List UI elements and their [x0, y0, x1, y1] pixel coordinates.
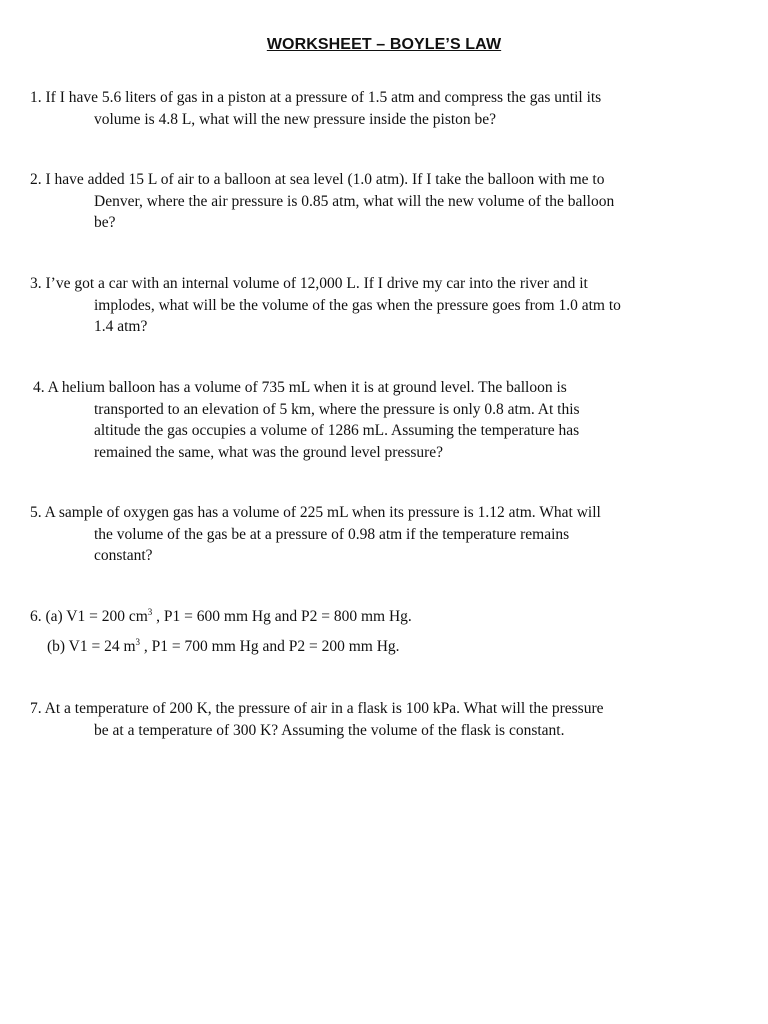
- question-1: [30, 87, 601, 130]
- question-1-line-2: volume is 4.8 L, what will the new pressure inside the piston be?: [94, 110, 497, 128]
- question-6b-superscript: 3: [135, 637, 141, 647]
- question-4-line-2: transported to an elevation of 5 km, where the pressure is only 0.8 atm. At this: [94, 400, 580, 418]
- question-2-line-3: be?: [94, 214, 116, 231]
- question-6a: [30, 606, 412, 628]
- question-6b-prefix: (b) V1 = 24 m: [47, 638, 136, 655]
- question-4-line-4: remained the same, what was the ground level pressure?: [94, 443, 444, 461]
- question-6b: [47, 636, 400, 658]
- question-2: [30, 169, 614, 234]
- question-5: [30, 502, 601, 567]
- question-1-line-1: 1. If I have 5.6 liters of gas in a piston at a pressure of 1.5 atm and compress the gas until its: [30, 89, 602, 106]
- question-5-line-2: the volume of the gas be at a pressure of 0.98 atm if the temperature remains: [94, 525, 570, 543]
- question-7: [30, 698, 604, 741]
- question-4-line-3: altitude the gas occupies a volume of 1286 mL. Assuming the temperature has: [94, 422, 580, 439]
- question-6a-suffix: , P1 = 600 mm Hg and P2 = 800 mm Hg.: [152, 608, 412, 625]
- question-6b-line: [47, 636, 400, 658]
- question-5-line-1: 5. A sample of oxygen gas has a volume of 225 mL when its pressure is 1.12 atm. What will: [30, 504, 601, 521]
- question-3-line-1: 3. I’ve got a car with an internal volume of 12,000 L. If I drive my car into the river and it: [30, 275, 588, 292]
- question-2-line-1: 2. I have added 15 L of air to a balloon at sea level (1.0 atm). If I take the balloon with me to: [30, 171, 605, 188]
- question-3: [30, 273, 621, 338]
- page-title: WORKSHEET – BOYLE’S LAW: [266, 36, 502, 53]
- question-5-line-3: constant?: [94, 547, 153, 564]
- question-6a-prefix: 6. (a) V1 = 200 cm: [30, 608, 148, 625]
- question-6a-superscript: 3: [147, 607, 153, 617]
- question-3-line-2: implodes, what will be the volume of the gas when the pressure goes from 1.0 atm to: [94, 296, 621, 314]
- question-6a-line: [30, 606, 412, 628]
- question-3-line-3: 1.4 atm?: [94, 318, 148, 335]
- question-4-line-1: 4. A helium balloon has a volume of 735 mL when it is at ground level. The balloon is: [33, 379, 567, 396]
- question-4: [33, 377, 580, 463]
- question-7-line-2: be at a temperature of 300 K? Assuming the volume of the flask is constant.: [94, 721, 565, 739]
- question-6b-suffix: , P1 = 700 mm Hg and P2 = 200 mm Hg.: [140, 638, 400, 655]
- question-7-line-1: 7. At a temperature of 200 K, the pressure of air in a flask is 100 kPa. What will the pressure: [30, 700, 604, 717]
- question-2-line-2: Denver, where the air pressure is 0.85 atm, what will the new volume of the balloon: [94, 192, 615, 210]
